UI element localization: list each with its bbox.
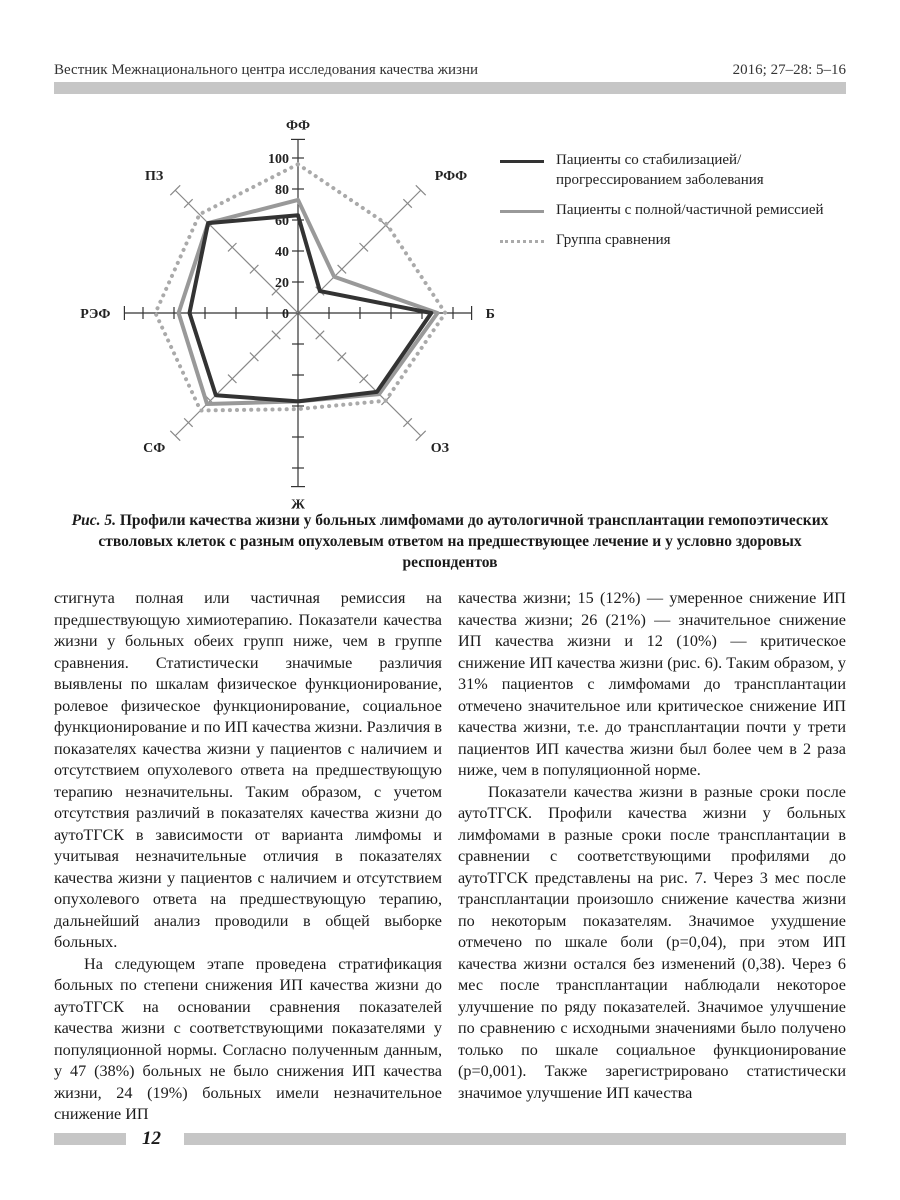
axis-label: ОЗ [430, 440, 450, 456]
axis-label: Б [485, 307, 495, 322]
legend-label: Группа сравнения [556, 232, 671, 248]
header-bar [54, 82, 846, 94]
issue-info: 2016; 27–28: 5–16 [732, 62, 846, 78]
legend-swatch-dark [500, 160, 544, 163]
axis-label: РЭФ [80, 307, 111, 322]
axis-label: РФФ [434, 169, 468, 185]
radar-axis [298, 190, 421, 313]
paragraph: На следующем этапе проведена стратификация больных по степени снижения ИП качества жизни до аутоТГСК на основании сравнения показателей качества жизни с соответствующими показателями у популяционной нормы. Согласно полученным данным, у 47 (38%) больных не было снижения ИП качества жизни, 24 (19%) больных имели незначительное снижение ИП [54, 954, 442, 1123]
legend-label: Пациенты с полной/частичной ремиссией [556, 202, 824, 218]
radar-chart [80, 118, 510, 513]
axis-label: Ж [291, 497, 305, 513]
tick-label: 0 [282, 307, 289, 322]
paragraph: Показатели качества жизни в разные сроки после аутоТГСК. Профили качества жизни у больных лимфомами в разные сроки после трансплантации в сравнении с соответствующими профилями до аутоТГСК представлены на рис. 7. Через 3 мес после трансплантации произошло снижение качества жизни по некоторым показателям. Значимое ухудшение отмечено по шкале боли (p=0,04), при этом ИП качества жизни остался без изменений (0,38). Через 6 мес после трансплантации наблюдали некоторое улучшение по ряду показателей. Значимое улучшение по сравнению с исходными значениями было получено только по шкале социальное функционирование (p=0,001). Также зарегистрировано статистически значимое улучшение ИП качества [458, 782, 846, 1102]
axis-label: СФ [143, 440, 166, 456]
legend [500, 150, 860, 260]
footer-bar [184, 1133, 846, 1145]
paragraph: стигнута полная или частичная ремиссия на предшествующую химиотерапию. Показатели качества жизни у больных обеих групп ниже, чем в группе сравнения. Статистически значимые различия выявлены по шкалам физическое функционирование, ролевое физическое функционирование, социальное функционирование и по ИП качества жизни. Различия в показателях качества жизни у пациентов с наличием и отсутствием опухолевого ответа на предшествующую терапию незначительны. Таким образом, с учетом отсутствия различий в показателях качества жизни до аутоТГСК в зависимости от варианта лимфомы и учитывая незначительные отличия в показателях качества жизни у пациентов с наличием и отсутствием опухолевого ответа на предшествующую терапию, дальнейший анализ проводили в общей выборке больных. [54, 589, 442, 951]
figure-label: Рис. 5. [71, 512, 116, 529]
figure-caption-text: Профили качества жизни у больных лимфомами до аутологичной трансплантации гемопоэтических стволовых клеток с разным опухолевым ответом на предшествующее лечение и у условно здоровых респондентов [98, 512, 829, 571]
journal-title: Вестник Межнационального центра исследования качества жизни [54, 62, 479, 78]
legend-swatch-dotted [500, 240, 544, 243]
tick-label: 20 [275, 276, 289, 291]
radar-axis [298, 313, 421, 436]
legend-item-stabilization [500, 150, 860, 190]
legend-item-remission [500, 200, 860, 220]
tick-label: 80 [275, 183, 289, 198]
tick-label: 40 [275, 245, 289, 260]
footer-bar [54, 1133, 126, 1145]
legend-item-comparison [500, 230, 860, 250]
tick-label: 100 [268, 152, 289, 167]
radar-svg [80, 118, 510, 513]
left-column [54, 588, 442, 1126]
page-number: 12 [142, 1128, 161, 1149]
axis-label: ФФ [285, 118, 311, 134]
legend-label: Пациенты со стабилизацией/ прогрессированием заболевания [556, 152, 764, 188]
right-column [458, 588, 846, 1104]
legend-swatch-gray [500, 210, 544, 213]
figure-caption [70, 510, 830, 573]
axis-label: ПЗ [144, 169, 164, 185]
paragraph: качества жизни; 15 (12%) — умеренное снижение ИП качества жизни; 26 (21%) — значительное снижение ИП качества жизни и 12 (10%) — критическое снижение ИП качества жизни (рис. 6). Таким образом, у 31% пациентов с лимфомами до трансплантации отмечено значительное или критическое снижение ИП качества жизни, т.е. до трансплантации почти у трети пациентов ИП качества жизни был более чем в 2 раза ниже, чем в популяционной норме. [458, 589, 846, 779]
series-line [179, 200, 438, 404]
tick-label: 60 [275, 214, 289, 229]
